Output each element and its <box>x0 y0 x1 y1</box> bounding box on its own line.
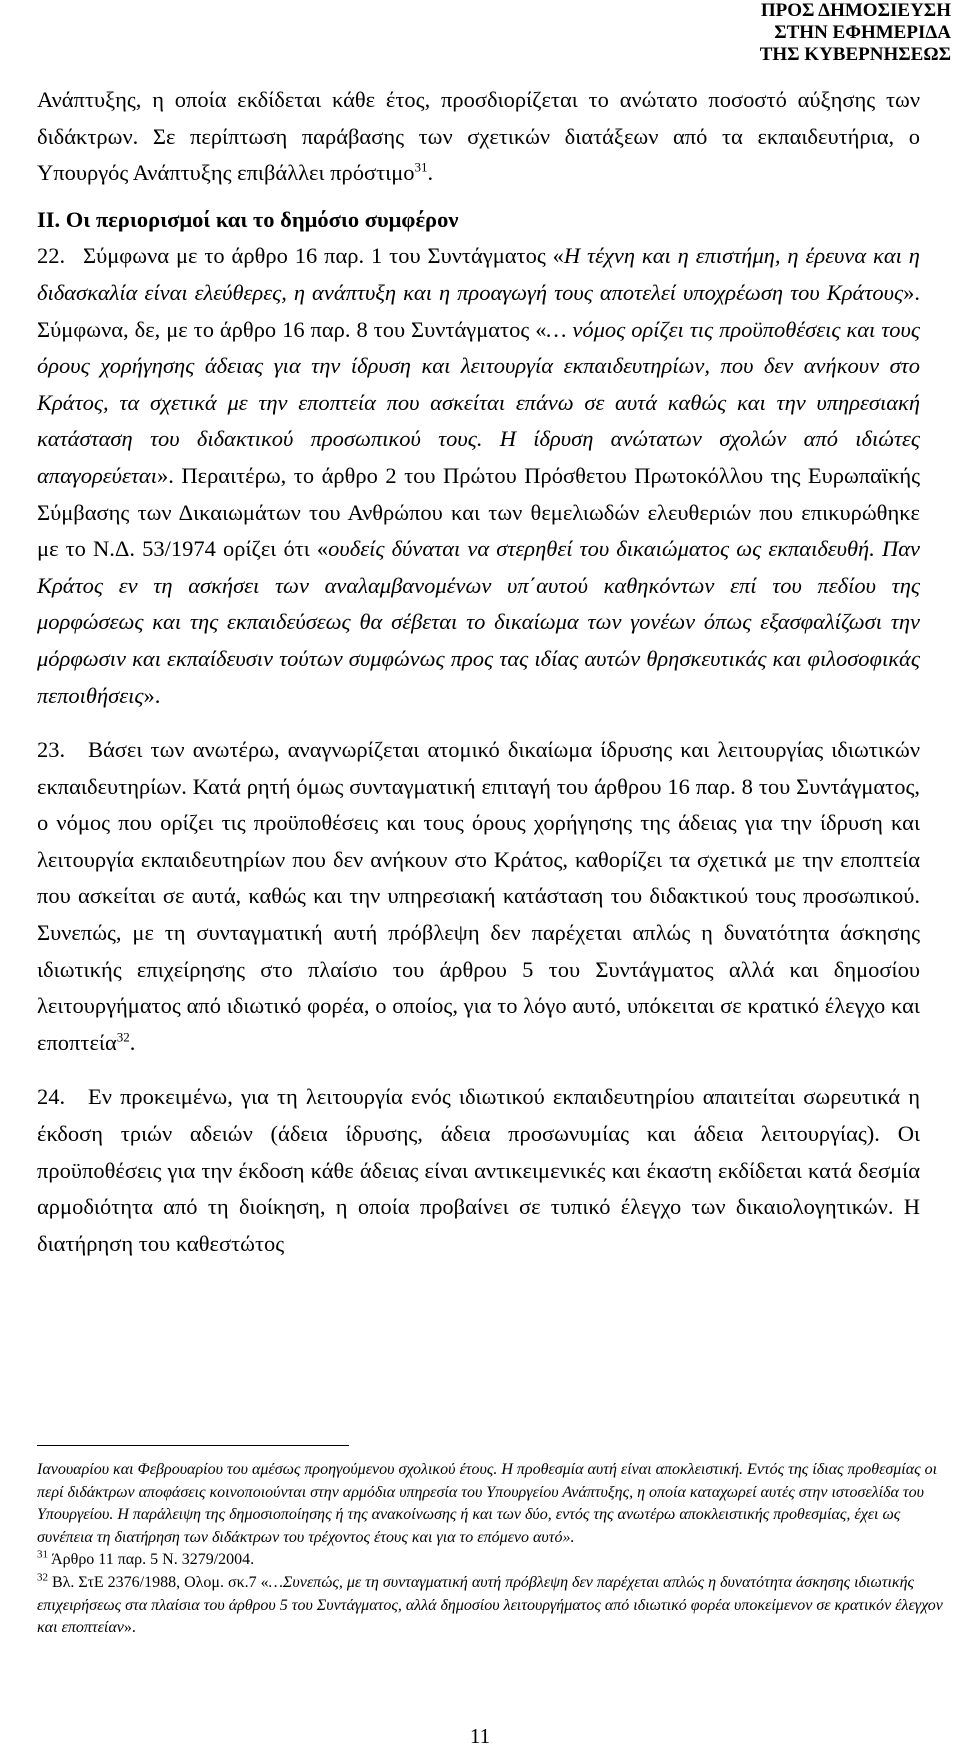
footnote-ref-31: 31 <box>414 159 428 175</box>
section-heading: ΙΙ. Οι περιορισμοί και το δημόσιο συμφέρον <box>37 206 459 232</box>
p22-text-4: ». <box>143 682 161 708</box>
p24-text: Εν προκειμένω, για τη λειτουργία ενός ιδιωτικού εκπαιδευτηρίου απαιτείται σωρευτικά η έκδοση τριών αδειών (άδεια ίδρυσης, άδεια προσωνυμίας και άδεια λειτουργίας). Οι προϋποθέσεις για την έκδοση κάθε άδειας είναι αντικειμενικές και έκαστη εκδίδεται κατά δεσμία αρμοδιότητα από τη διοίκηση, η οποία προβαίνει σε τυπικό έλεγχο των δικαιολογητικών. Η διατήρηση του καθεστώτος <box>37 1084 920 1256</box>
header-line-2: ΣΤΗΝ ΕΦΗΜΕΡΙΔΑ <box>774 22 951 43</box>
footnote-31-number: 31 <box>37 1549 48 1562</box>
footnote-ref-32: 32 <box>116 1029 130 1045</box>
paragraph-22 <box>37 238 920 714</box>
intro-text: Ανάπτυξης, η οποία εκδίδεται κάθε έτος, προσδιορίζεται το ανώτατο ποσοστό αύξησης των διδάκτρων. Σε περίπτωση παράβασης των σχετικών διατάξεων από τα εκπαιδευτήρια, ο Υπουργός Ανάπτυξης επιβάλλει πρόστιμο <box>37 87 920 186</box>
paragraph-number: 22. <box>37 243 66 269</box>
footnotes <box>37 1459 959 1640</box>
p22-quote-3: ουδείς δύναται να στερηθεί του δικαιώματος ως εκπαιδευθή. Παν Κράτος εν τη ασκήσει των αναλαμβανομένων υπ΄αυτού καθηκόντων επί του πεδίου της μορφώσεως και της εκπαιδεύσεως θα σέβεται το δικαίωμα των γονέων όπως εξασφαλίζωσι την μόρφωσιν και εκπαίδευσιν τούτων συμφώνως προς τας ιδίας αυτών θρησκευτικάς και φιλοσοφικάς πεποιθήσεις <box>37 536 921 708</box>
main-text <box>37 82 920 1262</box>
p23-text: Βάσει των ανωτέρω, αναγνωρίζεται ατομικό δικαίωμα ίδρυσης και λειτουργίας ιδιωτικών εκπαιδευτηρίων. Κατά ρητή όμως συνταγματική επιταγή του άρθρου 16 παρ. 8 του Συντάγματος, ο νόμος που ορίζει τις προϋποθέσεις και τους όρους χορήγησης της άδειας για την ίδρυση και λειτουργία εκπαιδευτηρίων που δεν ανήκουν στο Κράτος, καθορίζει τα σχετικά με την εποπτεία που ασκείται σε αυτά, καθώς και την υπηρεσιακή κατάσταση του διδακτικού τους προσωπικού. Συνεπώς, με τη συνταγματική αυτή πρόβλεψη δεν παρέχεται απλώς η δυνατότητα άσκησης ιδιωτικής επιχείρησης στο πλαίσιο του άρθρου 5 του Συντάγματος αλλά και δημοσίου λειτουργήματος από ιδιωτικό φορέα, ο οποίος, για το λόγο αυτό, υπόκειται σε κρατικό έλεγχο και εποπτεία <box>37 737 920 1055</box>
footnote-32-end: ». <box>123 1619 136 1637</box>
footnote-32-number: 32 <box>37 1571 48 1584</box>
paragraph-23 <box>37 732 920 1061</box>
paragraph-number: 23. <box>37 737 66 763</box>
page-number: 11 <box>469 1724 491 1748</box>
footnote-32-quote: …Συνεπώς, με τη συνταγματική αυτή πρόβλεψη δεν παρέχεται απλώς η δυνατότητα άσκησης ιδιωτικής επιχειρήσεως στα πλαίσια του άρθρου 5 του Συντάγματος, αλλά δημοσίου λειτουργήματος από ιδιωτικό φορέα υποκείμενον σε κρατικόν έλεγχον και εποπτείαν <box>37 1573 943 1637</box>
paragraph-24 <box>37 1079 920 1262</box>
paragraph-number: 24. <box>37 1084 66 1110</box>
header-line-3: ΤΗΣ ΚΥΒΕΡΝΗΣΕΩΣ <box>759 44 951 65</box>
p22-quote-2: … νόμος ορίζει τις προϋποθέσεις και τους όρους χορήγησης άδειας για την ίδρυση και λειτουργία εκπαιδευτηρίων, που δεν ανήκουν στο Κράτος, τα σχετικά με την εποπτεία που ασκείται επάνω σε αυτά καθώς και την υπηρεσιακή κατάσταση του διδακτικού προσωπικού τους. Η ίδρυση ανώτατων σχολών από ιδιώτες απαγορεύεται <box>37 316 920 488</box>
footnote-32-text: Βλ. ΣτΕ 2376/1988, Ολομ. σκ.7 « <box>48 1573 269 1591</box>
p22-quote-1: Η τέχνη και η επιστήμη, η έρευνα και η διδασκαλία είναι ελεύθερες, η ανάπτυξη και η προαγωγή τους αποτελεί υποχρέωση του Κράτους <box>37 243 920 305</box>
footnote-31 <box>37 1549 959 1572</box>
intro-end: . <box>427 160 434 186</box>
p23-end: . <box>129 1029 136 1055</box>
footnote-continuation <box>37 1459 959 1549</box>
footnote-divider <box>37 1445 349 1446</box>
p22-text-2: ». Σύμφωνα, δε, με το άρθρο 16 παρ. 8 του Συντάγματος « <box>37 279 920 342</box>
publication-header <box>760 0 951 66</box>
header-line-1: ΠΡΟΣ ΔΗΜΟΣΙΕΥΣΗ <box>760 0 951 21</box>
footnote-continuation-text: Ιανουαρίου και Φεβρουαρίου του αμέσως προηγούμενου σχολικού έτους. Η προθεσμία αυτή είναι αποκλειστική. Εντός της ίδιας προθεσμίας οι περί διδάκτρων αποφάσεις κοινοποιούνται στην αρμόδια υπηρεσία του Υπουργείου Ανάπτυξης, η οποία καταχωρεί αυτές στην ιστοσελίδα του Υπουργείου. Η παράλειψη της δημοσιοποίησης ή της ανακοίνωσης ή και των δύο, εντός της ανωτέρω αποκλειστικής προθεσμίας, έχει ως συνέπεια τη διατήρηση των διδάκτρων του τρέχοντος έτους και για το επόμενο αυτό». <box>37 1461 938 1546</box>
footnote-32 <box>37 1572 959 1640</box>
footnote-31-text: Άρθρο 11 παρ. 5 Ν. 3279/2004. <box>48 1551 255 1569</box>
intro-paragraph <box>37 82 920 192</box>
p22-text-1: Σύμφωνα με το άρθρο 16 παρ. 1 του Συντάγματος « <box>83 243 564 269</box>
p22-text-3: ». Περαιτέρω, το άρθρο 2 του Πρώτου Πρόσθετου Πρωτοκόλλου της Ευρωπαϊκής Σύμβασης των Δικαιωμάτων του Ανθρώπου και των θεμελιωδών ελευθεριών που επικυρώθηκε με το Ν.Δ. 53/1974 ορίζει ότι « <box>37 462 920 562</box>
